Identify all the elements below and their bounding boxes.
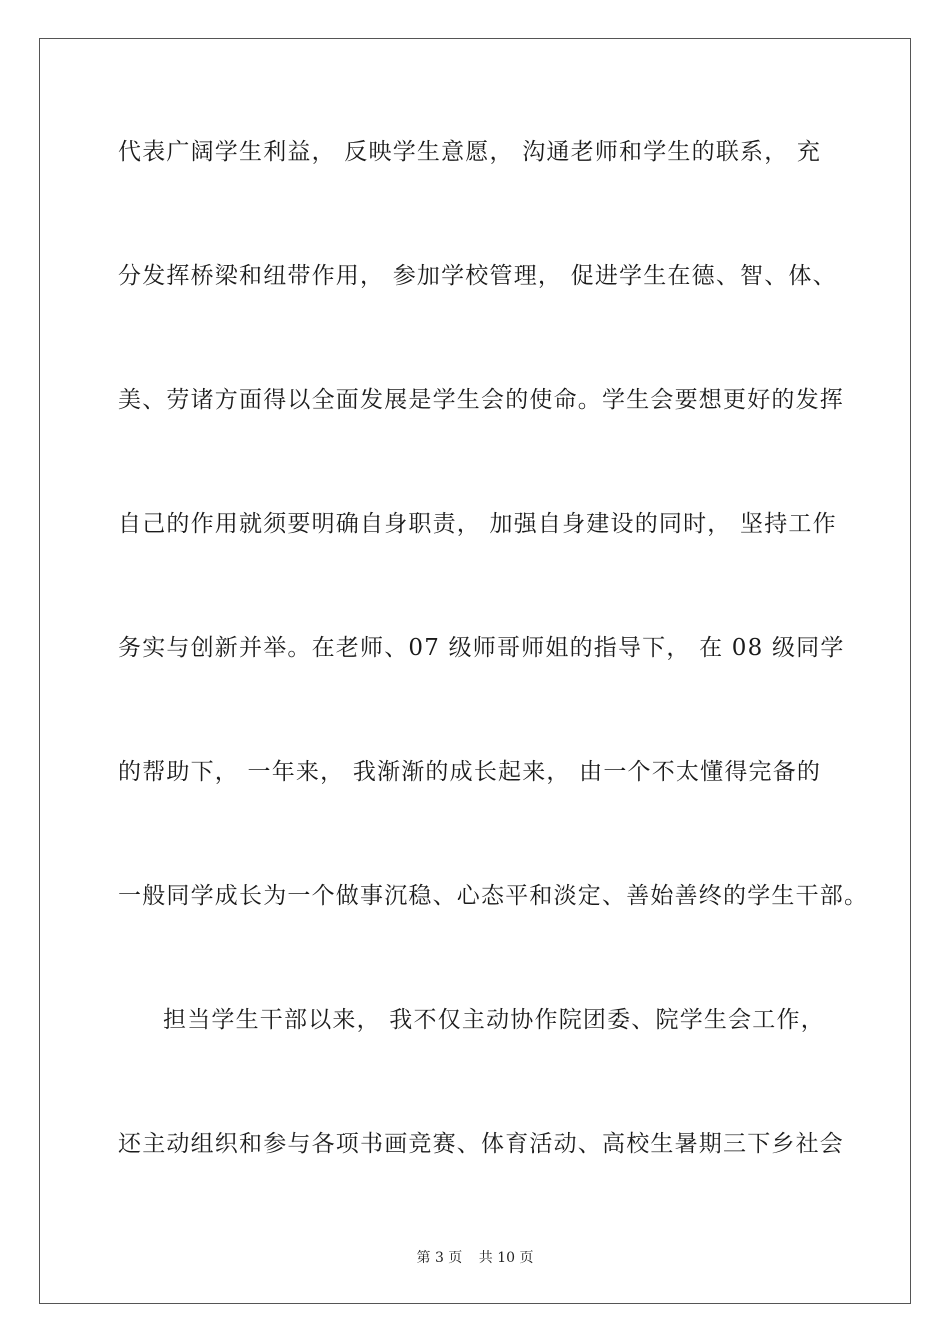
page-total: 共 10 页 (478, 1250, 534, 1266)
body-text-line: 务实与创新并举。在老师、07 级师哥师姐的指导下， 在 08 级同学 (118, 635, 845, 661)
body-text-line: 自己的作用就须要明确自身职责， 加强自身建设的同时， 坚持工作 (118, 511, 837, 537)
page-footer (0, 1247, 950, 1267)
body-text-line: 美、劳诸方面得以全面发展是学生会的使命。学生会要想更好的发挥 (118, 387, 844, 413)
page-number: 第 3 页 (416, 1250, 463, 1266)
body-text-line: 还主动组织和参与各项书画竞赛、体育活动、高校生暑期三下乡社会 (118, 1131, 844, 1157)
body-text-line: 代表广阔学生利益， 反映学生意愿， 沟通老师和学生的联系， 充 (118, 139, 822, 165)
paragraph-start-line: 担当学生干部以来， 我不仅主动协作院团委、院学生会工作， (163, 1007, 825, 1033)
body-text-line: 分发挥桥梁和纽带作用， 参加学校管理， 促进学生在德、智、体、 (118, 263, 837, 289)
body-text-line: 一般同学成长为一个做事沉稳、心态平和淡定、善始善终的学生干部。 (118, 883, 869, 909)
page-frame (39, 38, 911, 1304)
body-text-line: 的帮助下， 一年来， 我渐渐的成长起来， 由一个不太懂得完备的 (118, 759, 822, 785)
